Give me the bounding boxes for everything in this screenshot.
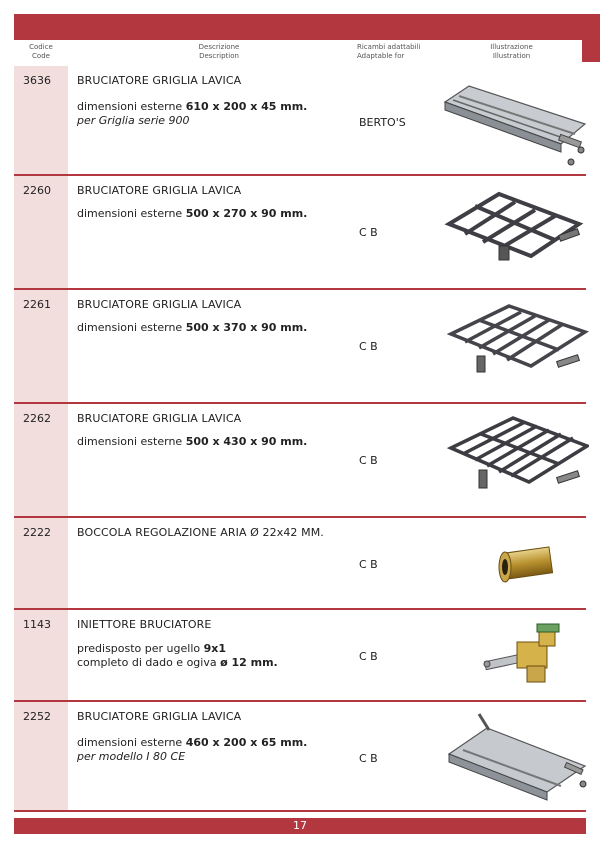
header-desc-en: Description	[199, 52, 239, 60]
row-line1	[77, 642, 226, 656]
row-title: BOCCOLA REGOLAZIONE ARIA Ø 22x42 MM.	[77, 526, 324, 539]
dim-prefix: dimensioni esterne	[77, 207, 186, 220]
row-brand: C B	[359, 558, 378, 571]
line1-value: 9x1	[203, 642, 227, 655]
header-code-it: Codice	[29, 43, 53, 51]
table-row	[14, 290, 586, 404]
row-brand: C B	[359, 226, 378, 239]
row-code: 2252	[23, 710, 51, 723]
grid-burner-illustration	[439, 410, 589, 510]
grid-burner-illustration	[439, 298, 589, 398]
header-ric-it: Ricambi adattabili	[357, 43, 421, 51]
row-code: 2262	[23, 412, 51, 425]
injector-illustration	[439, 618, 589, 698]
table-row	[14, 404, 586, 518]
row-note	[77, 114, 190, 128]
header-illustration	[454, 43, 569, 61]
header-ill-it: Illustrazione	[490, 43, 533, 51]
row-title: BRUCIATORE GRIGLIA LAVICA	[77, 74, 242, 87]
row-title: INIETTORE BRUCIATORE	[77, 618, 212, 631]
row-divider	[14, 810, 586, 812]
header-desc-it: Descrizione	[198, 43, 240, 51]
dim-prefix: dimensioni esterne	[77, 435, 186, 448]
note-text: per modello I 80 CE	[77, 750, 186, 763]
header-code-en: Code	[32, 52, 50, 60]
row-line2	[77, 656, 278, 670]
row-dimensions	[77, 736, 307, 750]
row-title: BRUCIATORE GRIGLIA LAVICA	[77, 710, 242, 723]
table-row	[14, 610, 586, 702]
row-dimensions	[77, 207, 307, 221]
line2-prefix: completo di dado e ogiva	[77, 656, 221, 669]
table-row	[14, 66, 586, 176]
header-description	[74, 43, 364, 61]
note-text: per Griglia serie 900	[77, 114, 190, 127]
row-dimensions	[77, 100, 307, 114]
dim-value: 500 x 370 x 90 mm.	[185, 321, 308, 334]
row-note	[77, 750, 185, 764]
row-brand: C B	[359, 752, 378, 765]
header-code	[14, 43, 68, 61]
table-row	[14, 702, 586, 812]
row-brand: C B	[359, 650, 378, 663]
dim-prefix: dimensioni esterne	[77, 321, 186, 334]
dim-value: 460 x 200 x 65 mm.	[185, 736, 308, 749]
line1-prefix: predisposto per ugello	[77, 642, 204, 655]
dim-prefix: dimensioni esterne	[77, 100, 186, 113]
row-dimensions	[77, 435, 307, 449]
row-brand: C B	[359, 454, 378, 467]
row-code: 1143	[23, 618, 51, 631]
row-brand: BERTO'S	[359, 116, 406, 129]
air-sleeve-illustration	[439, 538, 589, 598]
dim-prefix: dimensioni esterne	[77, 736, 186, 749]
footer-bar	[14, 818, 586, 834]
row-dimensions	[77, 321, 307, 335]
row-code: 2222	[23, 526, 51, 539]
burner-bar-illustration	[439, 72, 589, 172]
row-code: 2260	[23, 184, 51, 197]
dim-value: 500 x 270 x 90 mm.	[185, 207, 308, 220]
grid-burner-illustration	[439, 184, 589, 284]
row-brand: C B	[359, 340, 378, 353]
table-row	[14, 518, 586, 610]
header-ric-en: Adaptable for	[357, 52, 405, 60]
page-number: 17	[293, 819, 307, 832]
bar-burner-illustration	[439, 710, 589, 806]
row-title: BRUCIATORE GRIGLIA LAVICA	[77, 184, 242, 197]
dim-value: 610 x 200 x 45 mm.	[185, 100, 308, 113]
row-code: 3636	[23, 74, 51, 87]
header-adaptable	[357, 43, 447, 61]
table-row	[14, 176, 586, 290]
row-title: BRUCIATORE GRIGLIA LAVICA	[77, 298, 242, 311]
row-code: 2261	[23, 298, 51, 311]
table-header	[14, 40, 582, 66]
header-ill-en: Illustration	[492, 52, 531, 60]
row-title: BRUCIATORE GRIGLIA LAVICA	[77, 412, 242, 425]
dim-value: 500 x 430 x 90 mm.	[185, 435, 308, 448]
line2-value: ø 12 mm.	[220, 656, 278, 669]
